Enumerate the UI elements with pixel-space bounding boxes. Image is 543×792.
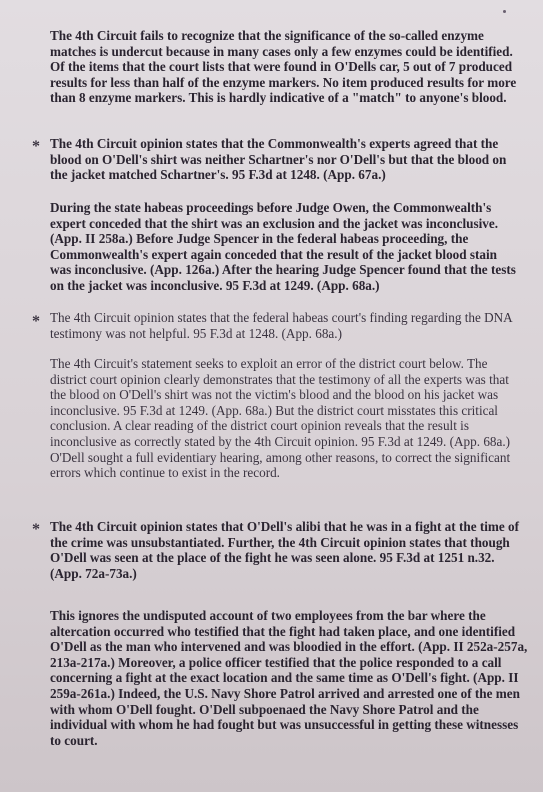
paragraph-district-court-error: The 4th Circuit's statement seeks to exploit an error of the district court below. The district court opinion clearly demonstrates that the testimony of all the experts was that the blood on O'Dell's shirt was not the victim's blood and the blood on his jacket was inconclusive. 95 F.3d at 1249. (App. 68a.) But the district court misstates this critical conclusion. A clear reading of the district court opinion reveals that the result is inconclusive as correctly stated by the 4th Circuit opinion. 95 F.3d at 1249. (App. 68a.) O'Dell sought a full evidentiary hearing, among other reasons, to correct the significant errors which continue to exist in the record. — [50, 356, 511, 481]
paragraph-commonwealth-experts: The 4th Circuit opinion states that the Commonwealth's experts agreed that the blood on O'Dell's shirt was neither Schartner's nor O'Dell's but that the blood on the jacket matched Schartner's. 95 F.3d at 1248. (App. 67a.) — [50, 136, 507, 183]
paragraph-alibi: The 4th Circuit opinion states that O'Dell's alibi that he was in a fight at the time of the crime was unsubstantiated. Further, the 4th Circuit opinion states that though O'Dell was seen at the place of the fight he was seen alone. 95 F.3d at 1251 n.32. (App. 72a-73a.) — [50, 519, 520, 581]
paragraph-enzyme-matches: The 4th Circuit fails to recognize that the significance of the so-called enzyme matches is undercut because in many cases only a few enzymes could be identified. Of the items that the court lists that were found in O'Dells car, 5 out of 7 produced results for less than half of the enzyme markers. No item produced results for more than 8 enzyme markers. This is hardly indicative of a "match" to anyone's blood. — [50, 28, 517, 106]
paper-speck — [503, 10, 506, 13]
paragraph-state-habeas: During the state habeas proceedings before Judge Owen, the Commonwealth's expert conceded that the shirt was an exclusion and the jacket was inconclusive. (App. II 258a.) Before Judge Spencer in the federal habeas proceeding, the Commonwealth's expert again conceded that the result of the jacket blood stain was inconclusive. (App. 126a.) After the hearing Judge Spencer found that the tests on the jacket was inconclusive. 95 F.3d at 1249. (App. 68a.) — [50, 200, 516, 293]
bullet-marker: * — [32, 521, 40, 538]
bullet-marker: * — [32, 313, 40, 330]
bullet-marker: * — [32, 138, 40, 155]
paragraph-dna-testimony: The 4th Circuit opinion states that the federal habeas court's finding regarding the DNA testimony was not helpful. 95 F.3d at 1248. (App. 68a.) — [50, 310, 512, 341]
paragraph-undisputed-account: This ignores the undisputed account of two employees from the bar where the altercation occurred who testified that the fight had taken place, and one identified O'Dell as the man who intervened and was bloodied in the effort. (App. II 252a-257a, 213a-217a.) Moreover, a police officer testified that the police responded to a call concerning a fight at the exact location and the same time as O'Dell's fight. (App. II 259a-261a.) Indeed, the U.S. Navy Shore Patrol arrived and arrested one of the men with whom O'Dell fought. O'Dell subpoenaed the Navy Shore Patrol and the individual with whom he had fought but was unsuccessful in getting these witnesses to court. — [50, 608, 528, 748]
